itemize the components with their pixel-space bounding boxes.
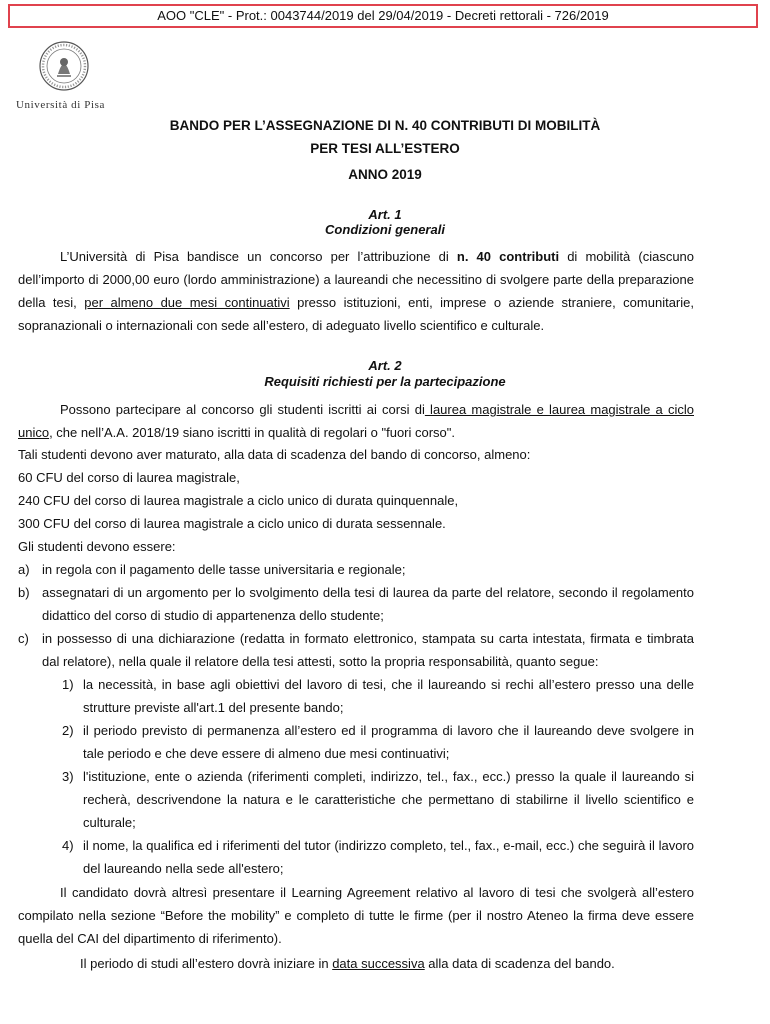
study-period-text-1: Il periodo di studi all’estero dovrà iniziare in bbox=[80, 956, 333, 971]
item-c-text: in possesso di una dichiarazione (redatta in formato elettronico, stampata su carta intestata, firmata e timbrata dal relatore), nella quale il relatore della tesi attesti, sotto la propria responsabilità, quanto segue: bbox=[42, 631, 694, 669]
title-line-1: BANDO PER L’ASSEGNAZIONE DI N. 40 CONTRIBUTI DI MOBILITÀ bbox=[169, 118, 601, 133]
item-b-mark: b) bbox=[18, 585, 30, 600]
article-2-p1-text-2: , che nell’A.A. 2018/19 siano iscritti in qualità di regolari o "fuori corso". bbox=[49, 425, 456, 440]
protocol-banner: AOO "CLE" - Prot.: 0043744/2019 del 29/04/2019 - Decreti rettorali - 726/2019 bbox=[8, 4, 758, 28]
requirement-300-cfu: 300 CFU del corso di laurea magistrale a ciclo unico di durata sessennale. bbox=[18, 516, 446, 531]
article-2-p1-underline: laurea magistrale e laurea magistrale a ciclo unico bbox=[18, 402, 694, 440]
item-a-text: in regola con il pagamento delle tasse universitaria e regionale; bbox=[42, 562, 406, 577]
subitem-1-mark: 1) bbox=[62, 677, 74, 692]
article-1-number: Art. 1 bbox=[368, 207, 402, 222]
title-line-2: PER TESI ALL’ESTERO bbox=[310, 141, 460, 156]
item-b-text: assegnatari di un argomento per lo svolgimento della tesi di laurea da parte del relatore, secondo il regolamento didattico del corso di studio di appartenenza dello studente; bbox=[42, 585, 694, 623]
article-2-name: Requisiti richiesti per la partecipazione bbox=[264, 374, 506, 389]
university-logo bbox=[16, 40, 126, 111]
study-period-underline: data successiva bbox=[332, 956, 425, 971]
requirements-intro: Tali studenti devono aver maturato, alla data di scadenza del bando di concorso, almeno: bbox=[18, 447, 531, 462]
item-a-mark: a) bbox=[18, 562, 30, 577]
article-1-text-1: L’Università di Pisa bandisce un concorso per l’attribuzione di bbox=[60, 249, 457, 264]
subitem-4-mark: 4) bbox=[62, 838, 74, 853]
learning-agreement-paragraph bbox=[18, 881, 694, 950]
article-2-paragraph-1 bbox=[18, 398, 694, 444]
university-seal-icon bbox=[38, 40, 90, 92]
learning-agreement-text: Il candidato dovrà altresì presentare il Learning Agreement relativo al lavoro di tesi che svolgerà all’estero compilato nella sezione “Before the mobility” e completo di tutte le firme (per il nostro Ateneo la firma deve essere quella del CAI del dipartimento di riferimento). bbox=[18, 885, 694, 946]
subitem-1-text: la necessità, in base agli obiettivi del lavoro di tesi, che il laureando si rechi all’estero presso una delle strutture previste all'art.1 del presente bando; bbox=[83, 677, 694, 715]
item-c-mark: c) bbox=[18, 631, 29, 646]
students-must-be: Gli studenti devono essere: bbox=[18, 539, 176, 554]
article-1-text-2: di mobilità (ciascuno dell’importo di 2000,00 euro (lordo amministrazione) a laureandi che necessitino di svolgere parte della preparazione della tesi, bbox=[18, 249, 695, 310]
article-1-paragraph bbox=[18, 245, 694, 337]
subitem-2-mark: 2) bbox=[62, 723, 74, 738]
article-1-underline: per almeno due mesi continuativi bbox=[84, 295, 290, 310]
article-1-bold: n. 40 contributi bbox=[456, 249, 560, 264]
university-name: Università di Pisa bbox=[16, 99, 106, 111]
article-1-text-3: presso istituzioni, enti, imprese o aziende straniere, comunitarie, sopranazionali o internazionali con sede all’estero, di adeguato livello scientifico e culturale. bbox=[18, 295, 694, 333]
subitem-3-text: l'istituzione, ente o azienda (riferimenti completi, indirizzo, tel., fax., ecc.) presso la quale il laureando si recherà, descrivendone la natura e le caratteristiche che permettano di stabilirne il livello scientifico e culturale; bbox=[83, 769, 694, 830]
requirement-60-cfu: 60 CFU del corso di laurea magistrale, bbox=[18, 470, 240, 485]
article-2-number: Art. 2 bbox=[368, 358, 402, 373]
study-period-text-2: alla data di scadenza del bando. bbox=[424, 956, 615, 971]
subitem-2-text: il periodo previsto di permanenza all’estero ed il programma di lavoro che il laureando deve svolgere in tale periodo e che deve essere di almeno due mesi continuativi; bbox=[83, 723, 694, 761]
subitem-3-mark: 3) bbox=[62, 769, 74, 784]
requirement-240-cfu: 240 CFU del corso di laurea magistrale a ciclo unico di durata quinquennale, bbox=[18, 493, 459, 508]
study-period-paragraph bbox=[18, 952, 694, 975]
article-1-name: Condizioni generali bbox=[325, 222, 445, 237]
title-line-3: ANNO 2019 bbox=[348, 167, 422, 182]
subitem-4-text: il nome, la qualifica ed i riferimenti del tutor (indirizzo completo, tel., fax., e-mail, ecc.) che seguirà il lavoro del laureando nella sede all'estero; bbox=[83, 838, 694, 876]
article-2-p1-text-1: Possono partecipare al concorso gli studenti iscritti ai corsi di bbox=[60, 402, 425, 417]
